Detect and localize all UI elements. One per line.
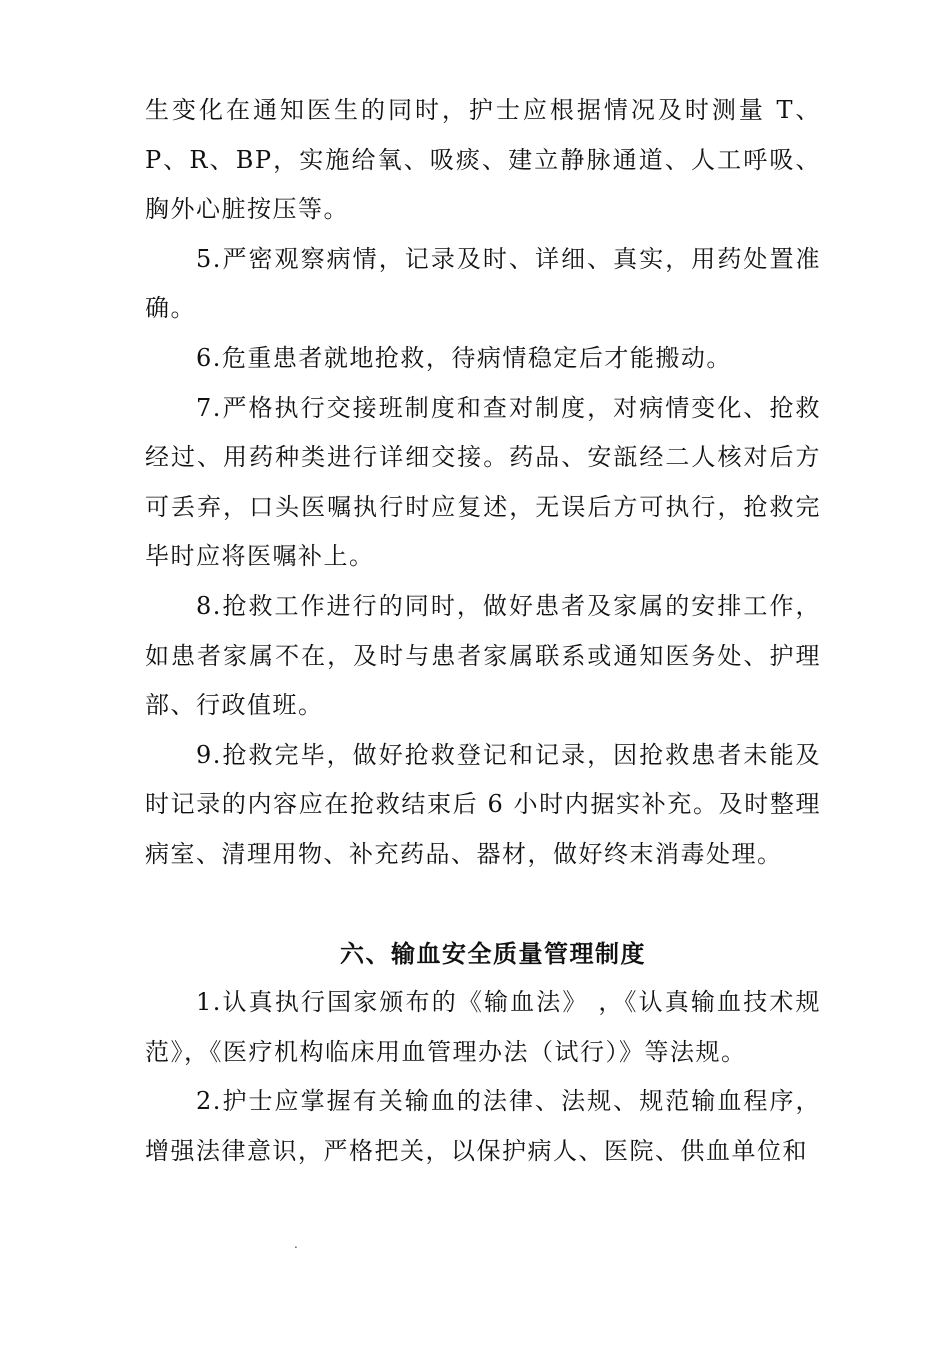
paragraph-item-5: 5.严密观察病情，记录及时、详细、真实，用药处置准确。: [145, 244, 821, 323]
paragraph-section6-item-2: 2.护士应掌握有关输血的法律、法规、规范输血程序，增强法律意识，严格把关，以保护病人、医院、供血单位和: [145, 1087, 821, 1165]
paragraph-section6-item-1: 1.认真执行国家颁布的《输血法》 ，《认真输血技术规范》，《医疗机构临床用血管理办法（试行）》等法规。: [145, 988, 821, 1066]
paragraph-item-8: 8.抢救工作进行的同时，做好患者及家属的安排工作，如患者家属不在，及时与患者家属联系或通知医务处、护理部、行政值班。: [145, 591, 821, 720]
section-title: 六、输血安全质量管理制度: [340, 938, 646, 968]
paragraph-item-6: 6.危重患者就地抢救，待病情稳定后才能搬动。: [196, 343, 732, 372]
paragraph-continued: 生变化在通知医生的同时，护士应根据情况及时测量 T、P、R、BP，实施给氧、吸痰、建立静脉通道、人工呼吸、胸外心脏按压等。: [145, 96, 821, 224]
section-spacer: [145, 880, 821, 929]
document-body: [145, 86, 821, 1176]
footer-dot: .: [294, 1237, 298, 1251]
paragraph-item-7: 7.严格执行交接班制度和查对制度，对病情变化、抢救经过、用药种类进行详细交接。药品、安瓿经二人核对后方可丢弃，口头医嘱执行时应复述，无误后方可执行，抢救完毕时应将医嘱补上。: [145, 393, 821, 571]
paragraph-item-9: 9.抢救完毕，做好抢救登记和记录，因抢救患者未能及时记录的内容应在抢救结束后 6 小时内据实补充。及时整理病室、清理用物、补充药品、器材，做好终末消毒处理。: [145, 740, 821, 868]
